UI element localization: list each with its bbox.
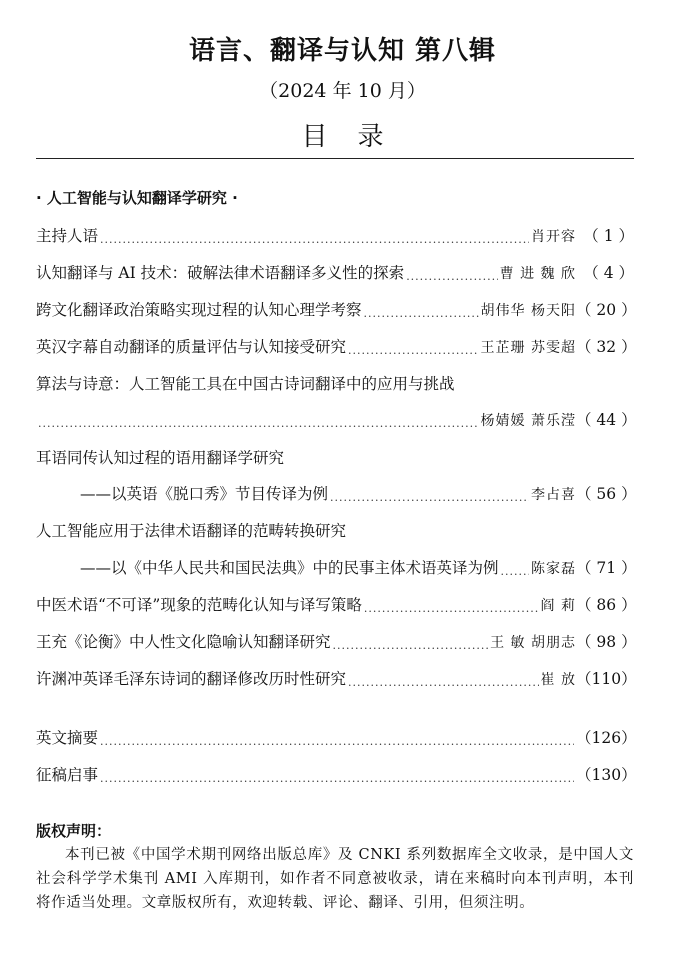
entry-authors: 王芷珊 苏雯超 <box>480 340 576 356</box>
entry-title: 征稿启事 <box>36 766 99 784</box>
dot-leader <box>501 561 529 583</box>
dot-leader <box>100 731 574 753</box>
entry-title[interactable]: 人工智能应用于法律术语翻译的范畴转换研究 <box>36 522 347 540</box>
dot-leader <box>333 635 489 657</box>
copyright-body: 本刊已被《中国学术期刊网络出版总库》及 CNKI 系列数据库全文收录，是中国人文社会科学学术集刊 AMI 入库期刊，如作者不同意被收录，请在来稿时向本刊声明，本刊将作适当处理。文章版权所有，欢迎转载、评论、翻译、引用，但须注明。 <box>36 847 634 911</box>
entry-authors: 陈家磊 <box>531 561 576 577</box>
toc-entry-abstracts[interactable] <box>36 726 637 750</box>
header-divider <box>36 158 634 159</box>
entry-page: （ 20 ） <box>576 301 637 319</box>
dot-leader <box>364 303 479 325</box>
toc-entry[interactable] <box>36 298 637 322</box>
toc-entry[interactable] <box>36 224 634 248</box>
section-heading: · 人工智能与认知翻译学研究 · <box>36 189 238 207</box>
toc-entry[interactable] <box>36 667 637 691</box>
dot-leader <box>330 487 529 509</box>
toc-entry[interactable] <box>80 556 637 580</box>
dot-leader <box>406 266 497 288</box>
entry-authors: 曹 进 魏 欣 <box>499 266 576 282</box>
entry-title[interactable]: 耳语同传认知过程的语用翻译学研究 <box>36 449 285 467</box>
entry-title: 主持人语 <box>36 227 99 245</box>
dot-leader <box>38 413 479 435</box>
entry-page: （ 4 ） <box>583 264 634 282</box>
dot-leader <box>348 672 539 694</box>
entry-page: （ 56 ） <box>576 485 637 503</box>
toc-entry[interactable] <box>36 630 637 654</box>
dot-leader <box>348 340 479 362</box>
entry-title: 中医术语“不可译”现象的范畴化认知与译写策略 <box>36 596 362 614</box>
dot-leader <box>100 229 529 251</box>
entry-authors: 崔 放 <box>540 672 576 688</box>
entry-page: （126） <box>576 729 637 747</box>
entry-page: （ 86 ） <box>576 596 637 614</box>
journal-title: 语言、翻译与认知 第八辑 <box>188 36 497 66</box>
toc-entry[interactable] <box>36 408 637 432</box>
entry-title: 认知翻译与 AI 技术：破解法律术语翻译多义性的探索 <box>36 264 405 282</box>
entry-authors: 李占喜 <box>531 487 576 503</box>
issue-date: （2024 年 10 月） <box>259 80 426 102</box>
entry-subtitle: ——以《中华人民共和国民法典》中的民事主体术语英译为例 <box>80 559 499 577</box>
entry-page: （130） <box>576 766 637 784</box>
entry-title: 跨文化翻译政治策略实现过程的认知心理学考察 <box>36 301 362 319</box>
entry-subtitle: ——以英语《脱口秀》节目传译为例 <box>80 485 329 503</box>
entry-page: （ 1 ） <box>583 227 634 245</box>
entry-authors: 阎 莉 <box>540 598 576 614</box>
toc-entry[interactable] <box>80 482 637 506</box>
copyright-heading: 版权声明： <box>36 822 112 840</box>
entry-title: 英文摘要 <box>36 729 99 747</box>
toc-entry-call-for-papers[interactable] <box>36 763 637 787</box>
toc-heading: 目录 <box>301 122 414 152</box>
entry-page: （110） <box>576 670 637 688</box>
entry-authors: 王 敏 胡朋志 <box>490 635 576 651</box>
entry-page: （ 71 ） <box>576 559 637 577</box>
entry-authors: 杨婧媛 萧乐滢 <box>480 413 576 429</box>
entry-title: 王充《论衡》中人性文化隐喻认知翻译研究 <box>36 633 331 651</box>
entry-page: （ 98 ） <box>576 633 637 651</box>
entry-title: 许渊冲英译毛泽东诗词的翻译修改历时性研究 <box>36 670 347 688</box>
dot-leader <box>364 598 539 620</box>
entry-page: （ 32 ） <box>576 338 637 356</box>
entry-title[interactable]: 算法与诗意：人工智能工具在中国古诗词翻译中的应用与挑战 <box>36 375 455 393</box>
toc-entry[interactable] <box>36 335 637 359</box>
entry-page: （ 44 ） <box>576 411 637 429</box>
entry-authors: 肖开容 <box>531 229 576 245</box>
dot-leader <box>100 768 574 790</box>
entry-authors: 胡伟华 杨天阳 <box>480 303 576 319</box>
entry-title: 英汉字幕自动翻译的质量评估与认知接受研究 <box>36 338 347 356</box>
toc-entry[interactable] <box>36 261 634 285</box>
toc-entry[interactable] <box>36 593 637 617</box>
